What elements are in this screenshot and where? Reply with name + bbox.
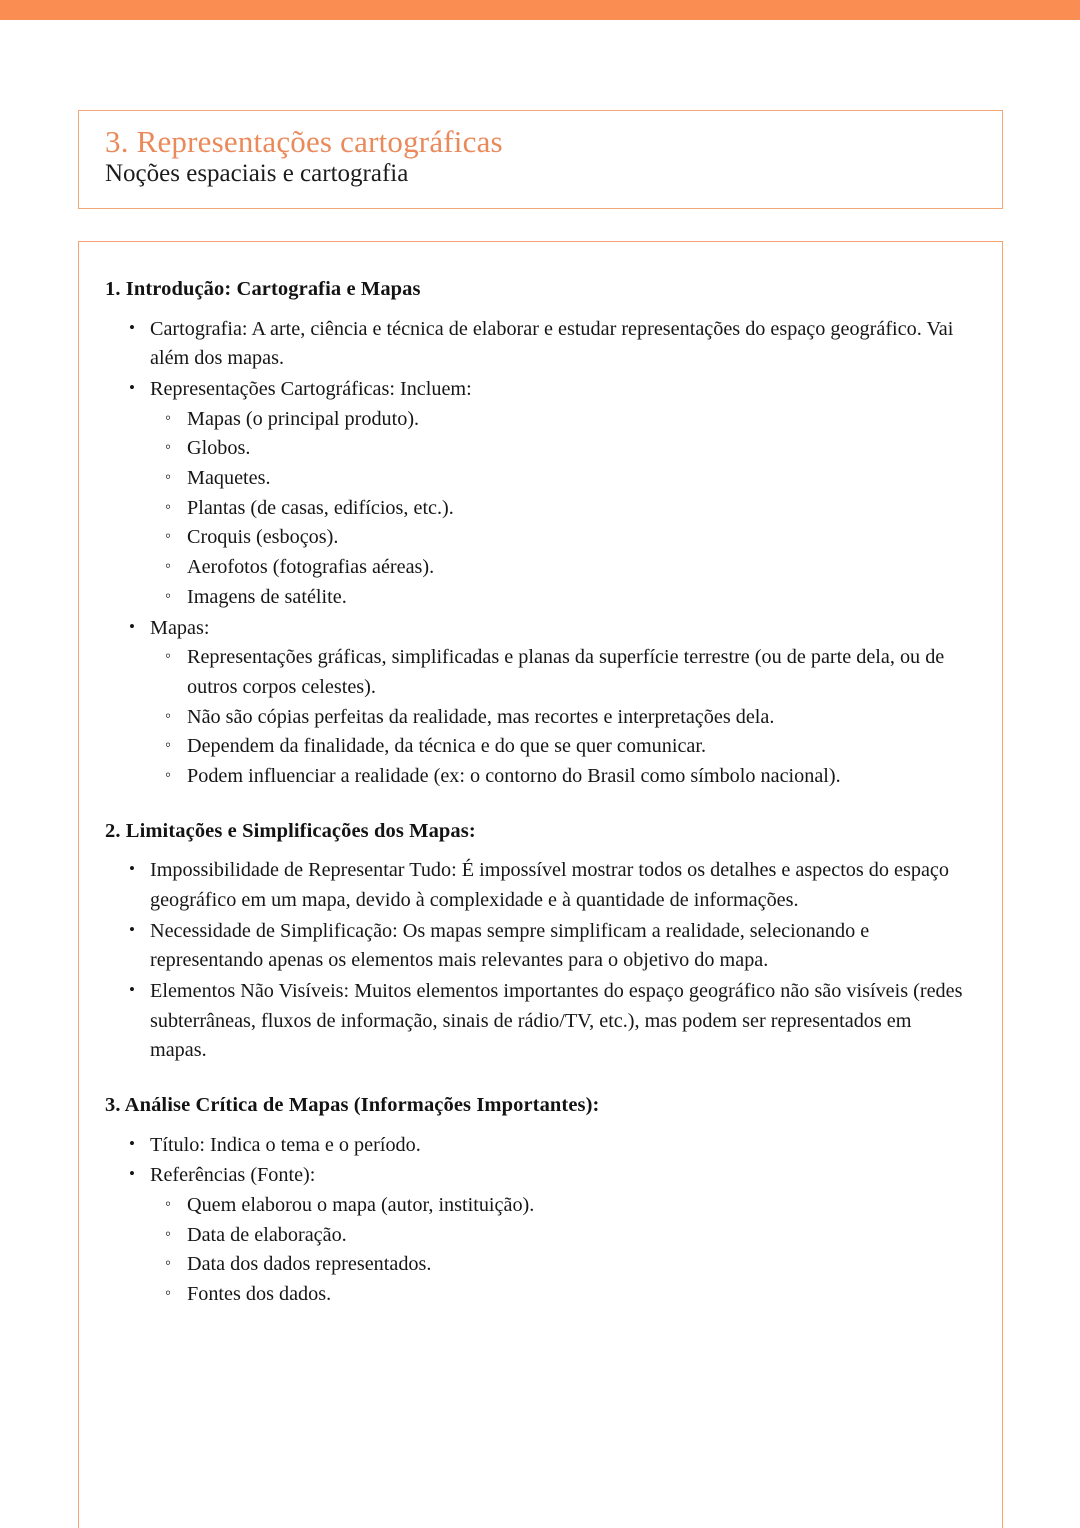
- list-item-text: • Impossibilidade de Representar Tudo: É impossível mostrar todos os detalhes e aspectos do espaço geográfico em um mapa, devido à complexidade e à quantidade de informações.: [150, 856, 964, 915]
- sub-list-item-text: ◦ Imagens de satélite.: [187, 583, 964, 613]
- bullet-list-level-1: [105, 1131, 964, 1310]
- sub-list-item: [150, 434, 964, 464]
- list-item: [105, 1131, 964, 1161]
- sub-list-item-text: ◦ Data dos dados representados.: [187, 1250, 964, 1280]
- sub-list-item: [150, 1250, 964, 1280]
- sub-list-item: [150, 1280, 964, 1310]
- list-item: [105, 614, 964, 792]
- sub-list-item-text: ◦ Podem influenciar a realidade (ex: o contorno do Brasil como símbolo nacional).: [187, 762, 964, 792]
- sub-list-item-text: ◦ Dependem da finalidade, da técnica e do que se quer comunicar.: [187, 732, 964, 762]
- bullet-list-level-2: [150, 405, 964, 613]
- sub-list-item-text: ◦ Quem elaborou o mapa (autor, instituição).: [187, 1191, 964, 1221]
- sub-list-item: [150, 643, 964, 702]
- section-heading: 2. Limitações e Simplificações dos Mapas:: [105, 819, 476, 842]
- sub-list-item-text: ◦ Aerofotos (fotografias aéreas).: [187, 553, 964, 583]
- document-page: [0, 20, 1080, 1528]
- sub-list-item-text: ◦ Globos.: [187, 434, 964, 464]
- sub-list-item: [150, 762, 964, 792]
- list-item-text: • Cartografia: A arte, ciência e técnica de elaborar e estudar representações do espaço geográfico. Vai além dos mapas.: [150, 315, 964, 374]
- sub-list-item-text: ◦ Maquetes.: [187, 464, 964, 494]
- list-item-text: • Representações Cartográficas: Incluem:: [150, 375, 964, 405]
- list-item: [105, 315, 964, 374]
- section-heading: 3. Análise Crítica de Mapas (Informações Importantes):: [105, 1094, 600, 1117]
- sub-list-item-text: ◦ Plantas (de casas, edifícios, etc.).: [187, 494, 964, 524]
- sub-list-item-text: ◦ Mapas (o principal produto).: [187, 405, 964, 435]
- title-card: [78, 110, 1003, 209]
- list-item: [105, 375, 964, 613]
- list-item-text: • Mapas:: [150, 614, 964, 644]
- list-item: [105, 917, 964, 976]
- list-item-text: • Elementos Não Visíveis: Muitos elementos importantes do espaço geográfico não são visíveis (redes subterrâneas, fluxos de informação, sinais de rádio/TV, etc.), mas podem ser representados em mapas.: [150, 977, 964, 1066]
- top-accent-bar: [0, 0, 1080, 20]
- sub-list-item-text: ◦ Fontes dos dados.: [187, 1280, 964, 1310]
- section-block: [105, 1092, 964, 1310]
- sub-list-item: [150, 494, 964, 524]
- list-item-text: • Título: Indica o tema e o período.: [150, 1131, 964, 1161]
- list-item: [105, 1161, 964, 1309]
- bullet-list-level-2: [150, 643, 964, 791]
- page-subtitle: Noções espaciais e cartografia: [105, 160, 409, 188]
- section-block: [105, 818, 964, 1066]
- sub-list-item-text: ◦ Croquis (esboços).: [187, 523, 964, 553]
- sub-list-item: [150, 732, 964, 762]
- list-item: [105, 856, 964, 915]
- sub-list-item: [150, 703, 964, 733]
- sub-list-item-text: ◦ Representações gráficas, simplificadas e planas da superfície terrestre (ou de parte dela, ou de outros corpos celestes).: [187, 643, 964, 702]
- bullet-list-level-1: [105, 315, 964, 792]
- sub-list-item: [150, 405, 964, 435]
- sub-list-item-text: ◦ Não são cópias perfeitas da realidade, mas recortes e interpretações dela.: [187, 703, 964, 733]
- list-item-text: • Necessidade de Simplificação: Os mapas sempre simplificam a realidade, selecionando e representando apenas os elementos mais relevantes para o objetivo do mapa.: [150, 917, 964, 976]
- sub-list-item: [150, 553, 964, 583]
- sub-list-item: [150, 523, 964, 553]
- content-card: [78, 241, 1003, 1528]
- sub-list-item: [150, 1221, 964, 1251]
- section-heading: 1. Introdução: Cartografia e Mapas: [105, 278, 421, 300]
- sub-list-item: [150, 464, 964, 494]
- list-item: [105, 977, 964, 1066]
- sub-list-item: [150, 1191, 964, 1221]
- sections-container: [105, 276, 964, 1310]
- bullet-list-level-1: [105, 856, 964, 1066]
- sub-list-item-text: ◦ Data de elaboração.: [187, 1221, 964, 1251]
- list-item-text: • Referências (Fonte):: [150, 1161, 964, 1191]
- section-block: [105, 276, 964, 792]
- page-title: 3. Representações cartográficas: [105, 124, 503, 159]
- sub-list-item: [150, 583, 964, 613]
- bullet-list-level-2: [150, 1191, 964, 1310]
